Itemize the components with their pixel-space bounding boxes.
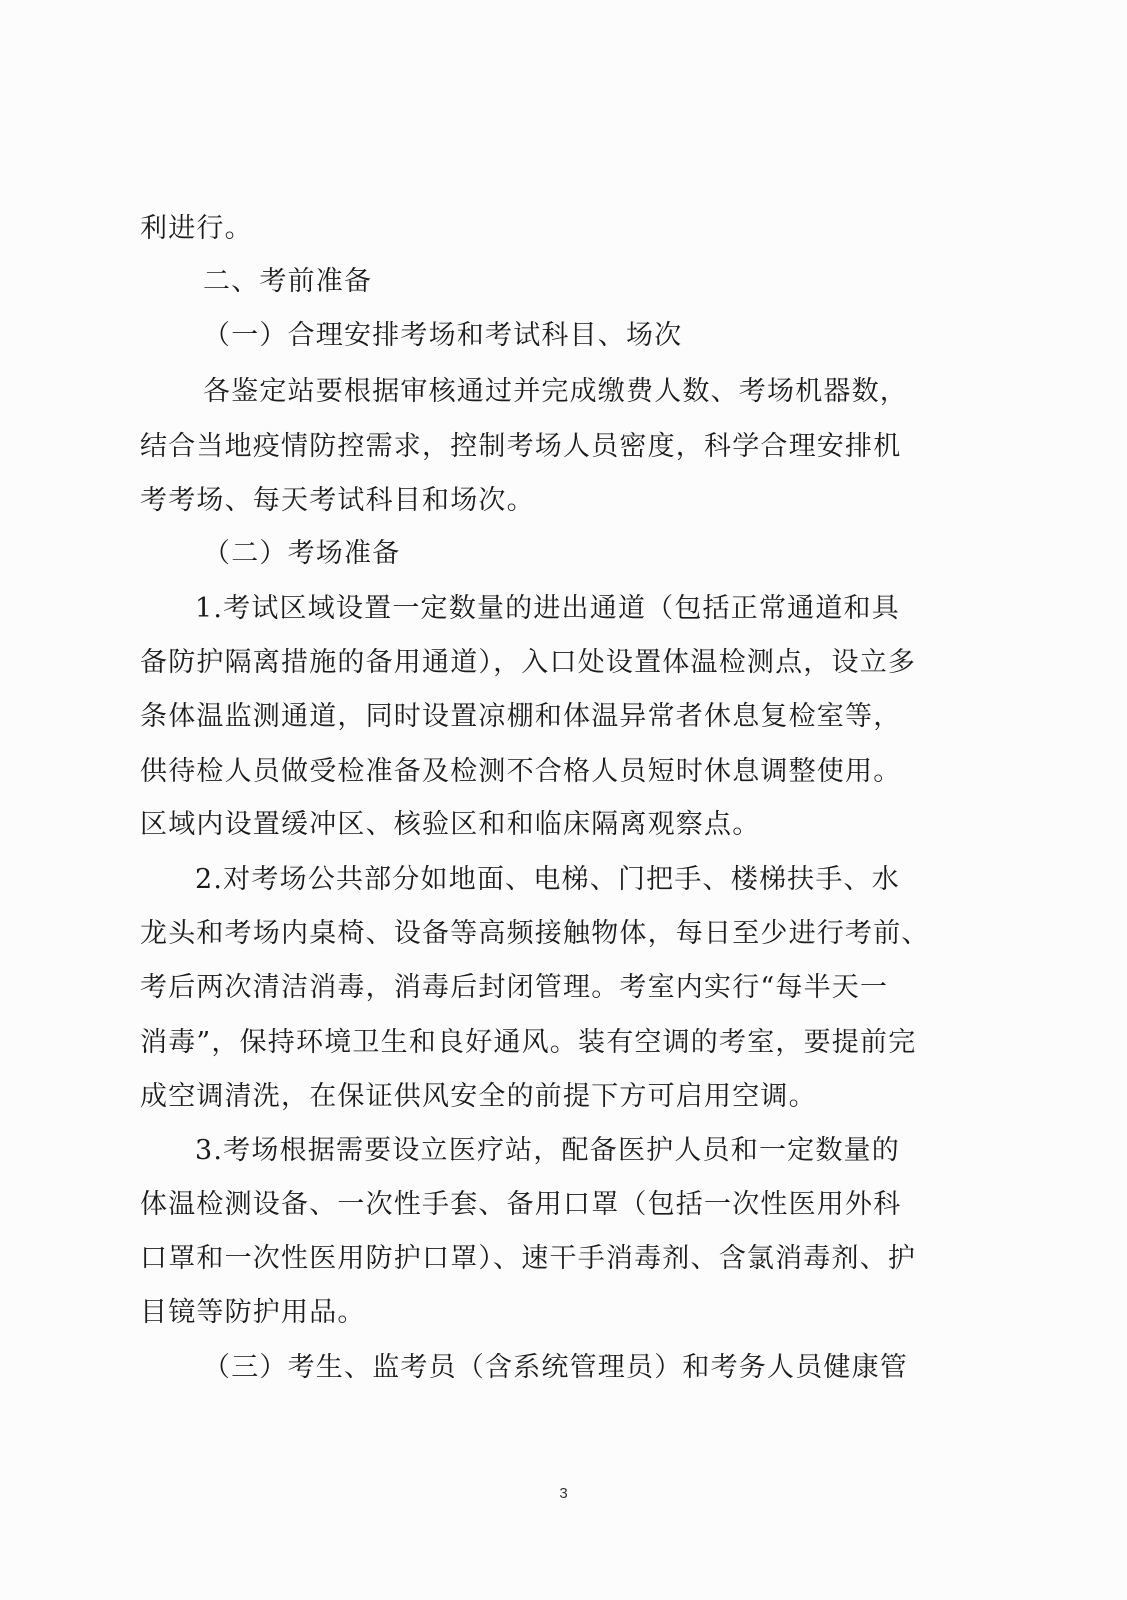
text-line: 目镜等防护用品。 (140, 1297, 366, 1328)
text-line: 条体温监测通道，同时设置凉棚和体温异常者休息复检室等， (140, 701, 902, 732)
text-line: 结合当地疫情防控需求，控制考场人员密度，科学合理安排机 (140, 431, 902, 462)
subsection-heading: （三）考生、监考员（含系统管理员）和考务人员健康管 (203, 1352, 908, 1383)
text-line: 2.对考场公共部分如地面、电梯、门把手、楼梯扶手、水 (195, 864, 900, 895)
text-line: 考后两次清洁消毒，消毒后封闭管理。考室内实行“每半天一 (140, 972, 889, 1003)
text-line: 利进行。 (140, 213, 253, 244)
subsection-heading: （二）考场准备 (203, 538, 401, 569)
page-number: 3 (559, 1485, 568, 1502)
text-line: 备防护隔离措施的备用通道），入口处设置体温检测点，设立多 (140, 647, 917, 678)
text-line: 龙头和考场内桌椅、设备等高频接触物体，每日至少进行考前、 (140, 918, 930, 949)
text-line: 区域内设置缓冲区、核验区和和临床隔离观察点。 (140, 809, 761, 840)
text-line: 体温检测设备、一次性手套、备用口罩（包括一次性医用外科 (140, 1189, 902, 1220)
text-line: 消毒”，保持环境卫生和良好通风。装有空调的考室，要提前完 (140, 1027, 917, 1058)
text-line: 考考场、每天考试科目和场次。 (140, 485, 535, 516)
text-line: 3.考场根据需要设立医疗站，配备医护人员和一定数量的 (195, 1135, 900, 1166)
subsection-heading: （一）合理安排考场和考试科目、场次 (203, 320, 683, 351)
text-line: 成空调清洗，在保证供风安全的前提下方可启用空调。 (140, 1081, 817, 1112)
section-heading: 二、考前准备 (203, 266, 373, 297)
text-line: 供待检人员做受检准备及检测不合格人员短时休息调整使用。 (140, 756, 902, 787)
text-line: 各鉴定站要根据审核通过并完成缴费人数、考场机器数， (203, 376, 908, 407)
text-line: 1.考试区域设置一定数量的进出通道（包括正常通道和具 (195, 593, 900, 624)
text-line: 口罩和一次性医用防护口罩）、速干手消毒剂、含氯消毒剂、护 (140, 1243, 917, 1274)
